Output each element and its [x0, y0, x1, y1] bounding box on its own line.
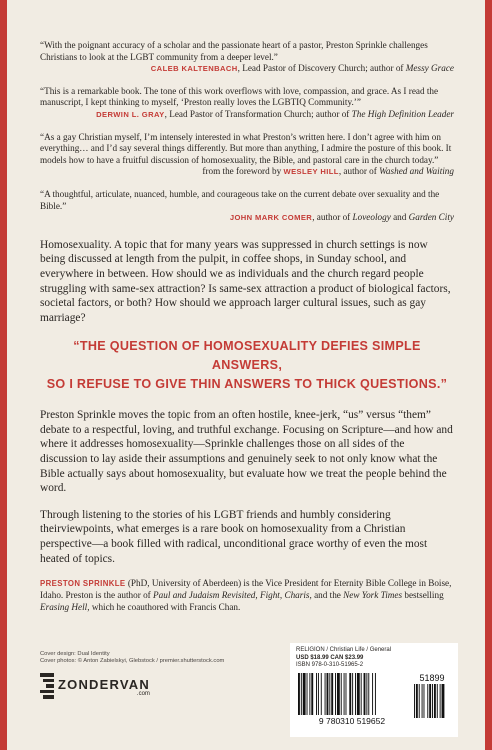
author-name: PRESTON SPRINKLE	[40, 579, 126, 589]
bio-text: (PhD, University of Aberdeen) is the Vice President for Eternity Bible College in Boise, Idaho. Preston is the author of	[40, 578, 452, 601]
price-barcode	[412, 673, 452, 719]
quote-attribution	[40, 109, 454, 121]
quote-text: “With the poignant accuracy of a scholar and the passionate heart of a pastor, Preston Sprinkle challenges Christians to look at the LGBT community from a deeper level.”	[40, 40, 428, 62]
endorser-role: , author of	[312, 212, 353, 223]
bio-text: which he coauthored with Francis Chan.	[89, 601, 241, 612]
publisher-name: ZONDERVAN	[58, 677, 150, 692]
endorser-role: , Lead Pastor of Discovery Church; author of	[237, 63, 406, 74]
isbn-barcode	[296, 673, 408, 725]
pull-quote-line-2: SO I REFUSE TO GIVE THIN ANSWERS TO THICK QUESTIONS.”	[46, 377, 448, 392]
barcode-panel	[290, 643, 458, 737]
right-red-bar	[485, 0, 492, 750]
endorser-role: , Lead Pastor of Transformation Church; author of	[164, 108, 352, 119]
endorser-name: CALEB KALTENBACH	[150, 64, 238, 74]
bisac-category: RELIGION / Christian Life / General	[296, 647, 392, 653]
price-text: USD $18.99 CAN $23.99	[296, 654, 364, 661]
barcode-info	[296, 647, 391, 670]
main-content	[40, 40, 454, 614]
intro-paragraph: Homosexuality. A topic that for many years was suppressed in church settings is now being discussed at length from the pulpit, in coffee shops, in Sunday school, and everywhere in between. How should we as individuals and the church regard people struggling with same-sex attraction? Is same-sex attraction a product of biological factors, societal factors, or both? How should we approach larger cultural issues, such as gay marriage?	[40, 238, 451, 324]
bio-work: Paul and Judaism Revisited, Fight, Charis,	[153, 590, 312, 601]
quote-text: “As a gay Christian myself, I’m intensely interested in what Preston’s written here. I don’t agree with him on everything… and I’d say several things differently. But more than anything, I admire the posture of this book. It models how to have a fruitful discussion of homosexuality, the Bible, and pastoral care in the church today.”	[40, 131, 452, 165]
endorser-work: Washed and Waiting	[379, 166, 454, 177]
endorser-role-2: and	[390, 212, 409, 223]
quote-attribution	[40, 166, 454, 178]
pull-quote	[40, 337, 454, 394]
endorsement-quote	[40, 86, 454, 121]
quote-text: “A thoughtful, articulate, nuanced, humble, and courageous take on the current debate over sexuality and the Bible.”	[40, 188, 440, 211]
quote-text: “This is a remarkable book. The tone of this work overflows with love, compassion, and grace. As I read the manuscript, I kept thinking to myself, ‘Preston really loves the LGBTIQ Community.’”	[40, 85, 439, 108]
bio-text: and the	[311, 590, 344, 601]
bio-work: New York Times	[343, 590, 403, 601]
addon-digits: 51899	[419, 673, 445, 683]
endorser-role: , author of	[338, 166, 380, 177]
cover-credits	[40, 651, 224, 666]
description-paragraph: Preston Sprinkle moves the topic from an often hostile, knee-jerk, “us” versus “them” debate to a respectful, loving, and truthful exchange. Focusing on Scripture—and how and where it addresses homosexuality—Sprinkle challenges those on all sides of the discussion to lay aside their assumptions and genuinely seek to not only know what the Bible actually says about homosexuality, but evaluate how we treat the people behind the word.	[40, 409, 453, 495]
pull-quote-line-1: “THE QUESTION OF HOMOSEXUALITY DEFIES SIMPLE ANSWERS,	[73, 339, 421, 373]
author-bio	[40, 578, 454, 613]
description-paragraph: Through listening to the stories of his LGBT friends and humbly considering theirviewpoints, what emerges is a rare book on homosexuality from a Christian perspective—a book filled with radical, unconditional grace worthy of even the most heated of topics.	[40, 508, 428, 565]
endorsement-quote	[40, 132, 454, 178]
bio-text: bestselling	[402, 590, 444, 601]
cover-design-credit: Cover design: Dual Identity	[40, 651, 110, 657]
zondervan-logo-icon	[40, 673, 54, 703]
barcode-digits: 9 780310 519652	[318, 716, 386, 725]
endorser-name: DERWIN L. GRAY	[96, 109, 165, 119]
left-red-bar	[0, 0, 7, 750]
endorser-name: WESLEY HILL	[283, 167, 339, 177]
endorser-prefix: from the foreword by	[202, 166, 284, 177]
quote-attribution	[40, 212, 454, 224]
isbn-text: ISBN 978-0-310-51965-2	[296, 662, 364, 669]
endorser-name: JOHN MARK COMER	[229, 213, 313, 223]
endorsement-quote	[40, 189, 454, 224]
endorser-work: The High Definition Leader	[351, 108, 454, 119]
cover-photo-credit: Cover photos: © Anton Zabielskyi, Glebstock / premier.shutterstock.com	[40, 658, 225, 665]
endorser-work: Messy Grace	[405, 63, 454, 74]
endorser-work: Loveology	[352, 212, 391, 223]
quote-attribution	[40, 63, 454, 75]
bio-work: Erasing Hell,	[40, 601, 90, 612]
publisher-suffix: .com	[136, 691, 150, 697]
publisher-logo	[40, 673, 150, 703]
endorsement-quote	[40, 40, 454, 75]
endorser-work-2: Garden City	[408, 212, 454, 223]
